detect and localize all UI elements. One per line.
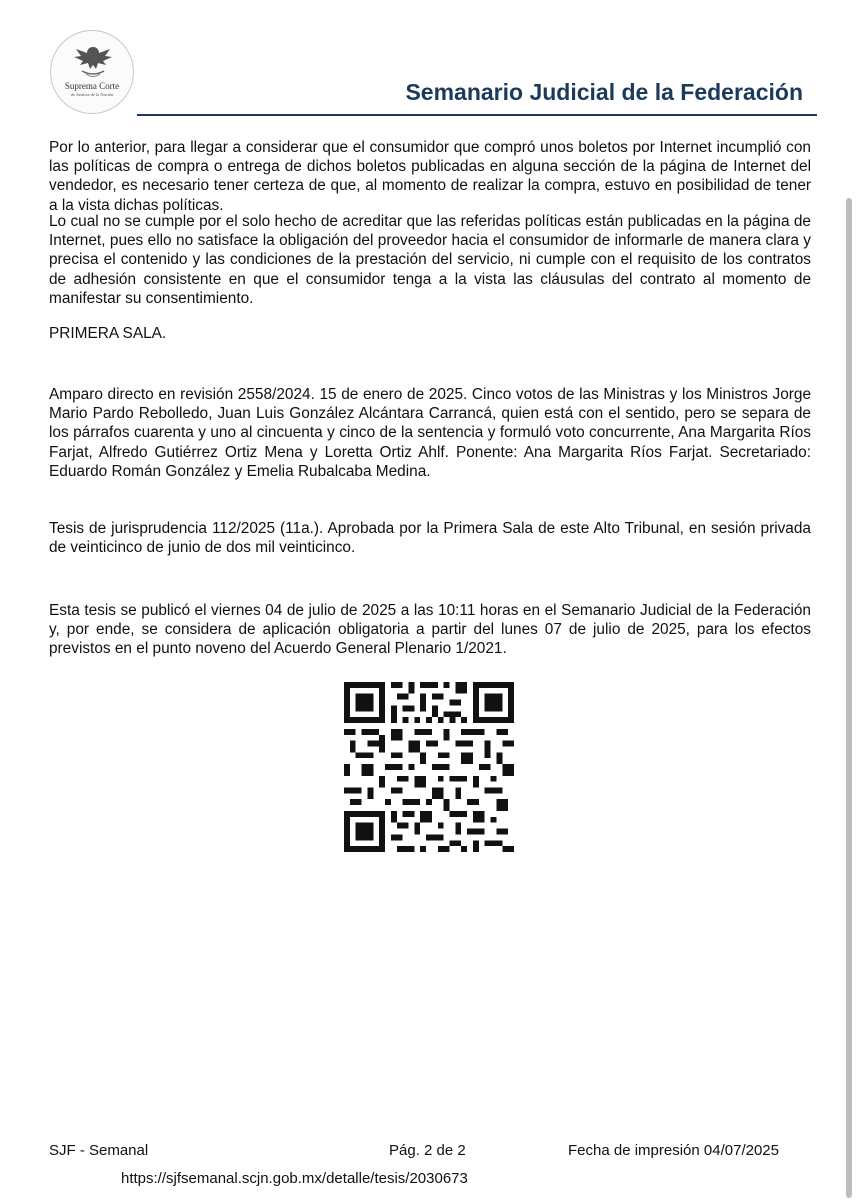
precedent-paragraph: Amparo directo en revisión 2558/2024. 15 de enero de 2025. Cinco votos de las Ministras y los Ministros Jorge Mario Pardo Rebolledo, Juan Luis González Alcántara Carrancá, quien está con el sentido, pero se separa de los párrafos cuarenta y uno al cincuenta y cinco de la sentencia y formuló voto concurrente, Ana Margarita Ríos Farjat, Alfredo Gutiérrez Ortiz Mena y Loretta Ortiz Ahlf. Ponente: Ana Margarita Ríos Farjat. Secretariado: Eduardo Román González y Emelia Rubalcaba Medina. bbox=[49, 386, 811, 480]
header-divider bbox=[137, 114, 817, 116]
page-header-title: Semanario Judicial de la Federación bbox=[405, 79, 803, 105]
scrollbar[interactable] bbox=[846, 198, 852, 1198]
logo-subtext: de Justicia de la Nación bbox=[70, 92, 114, 97]
footer-print-date: Fecha de impresión 04/07/2025 bbox=[568, 1142, 779, 1159]
scjn-logo bbox=[50, 30, 134, 114]
footer-url-link[interactable]: https://sjfsemanal.scjn.gob.mx/detalle/tesis/2030673 bbox=[121, 1170, 468, 1187]
footer-page-number: Pág. 2 de 2 bbox=[389, 1142, 466, 1159]
qr-code bbox=[344, 682, 514, 852]
publication-paragraph: Esta tesis se publicó el viernes 04 de julio de 2025 a las 10:11 horas en el Semanario Judicial de la Federación y, por ende, se considera de aplicación obligatoria a partir del lunes 07 de julio de 2025, para los efectos previstos en el punto noveno del Acuerdo General Plenario 1/2021. bbox=[49, 602, 811, 658]
thesis-paragraph: Tesis de jurisprudencia 112/2025 (11a.). Aprobada por la Primera Sala de este Alto Tribunal, en sesión privada de veinticinco de junio de dos mil veinticinco. bbox=[49, 520, 811, 557]
eagle-emblem-icon bbox=[72, 41, 114, 81]
footer-publication: SJF - Semanal bbox=[49, 1142, 149, 1159]
logo-text: Suprema Corte bbox=[64, 81, 120, 91]
paragraph-2: Lo cual no se cumple por el solo hecho de acreditar que las referidas políticas están publicadas en la página de Internet, pues ello no satisface la obligación del proveedor hacia el consumidor de informarle de manera clara y precisa el contenido y las condiciones de la prestación del servicio, ni cumple con el requisito de los contratos de adhesión consistente en que el consumidor tenga a la vista las cláusulas del contrato al momento de manifestar su consentimiento. bbox=[49, 213, 811, 307]
sala-label: PRIMERA SALA. bbox=[49, 325, 167, 342]
paragraph-1: Por lo anterior, para llegar a considerar que el consumidor que compró unos boletos por Internet incumplió con las políticas de compra o entrega de dichos boletos publicadas en alguna sección de la página de Internet del vendedor, es necesario tener certeza de que, al momento de realizar la compra, estuvo en posibilidad de tener a la vista dichas políticas. bbox=[49, 139, 811, 214]
